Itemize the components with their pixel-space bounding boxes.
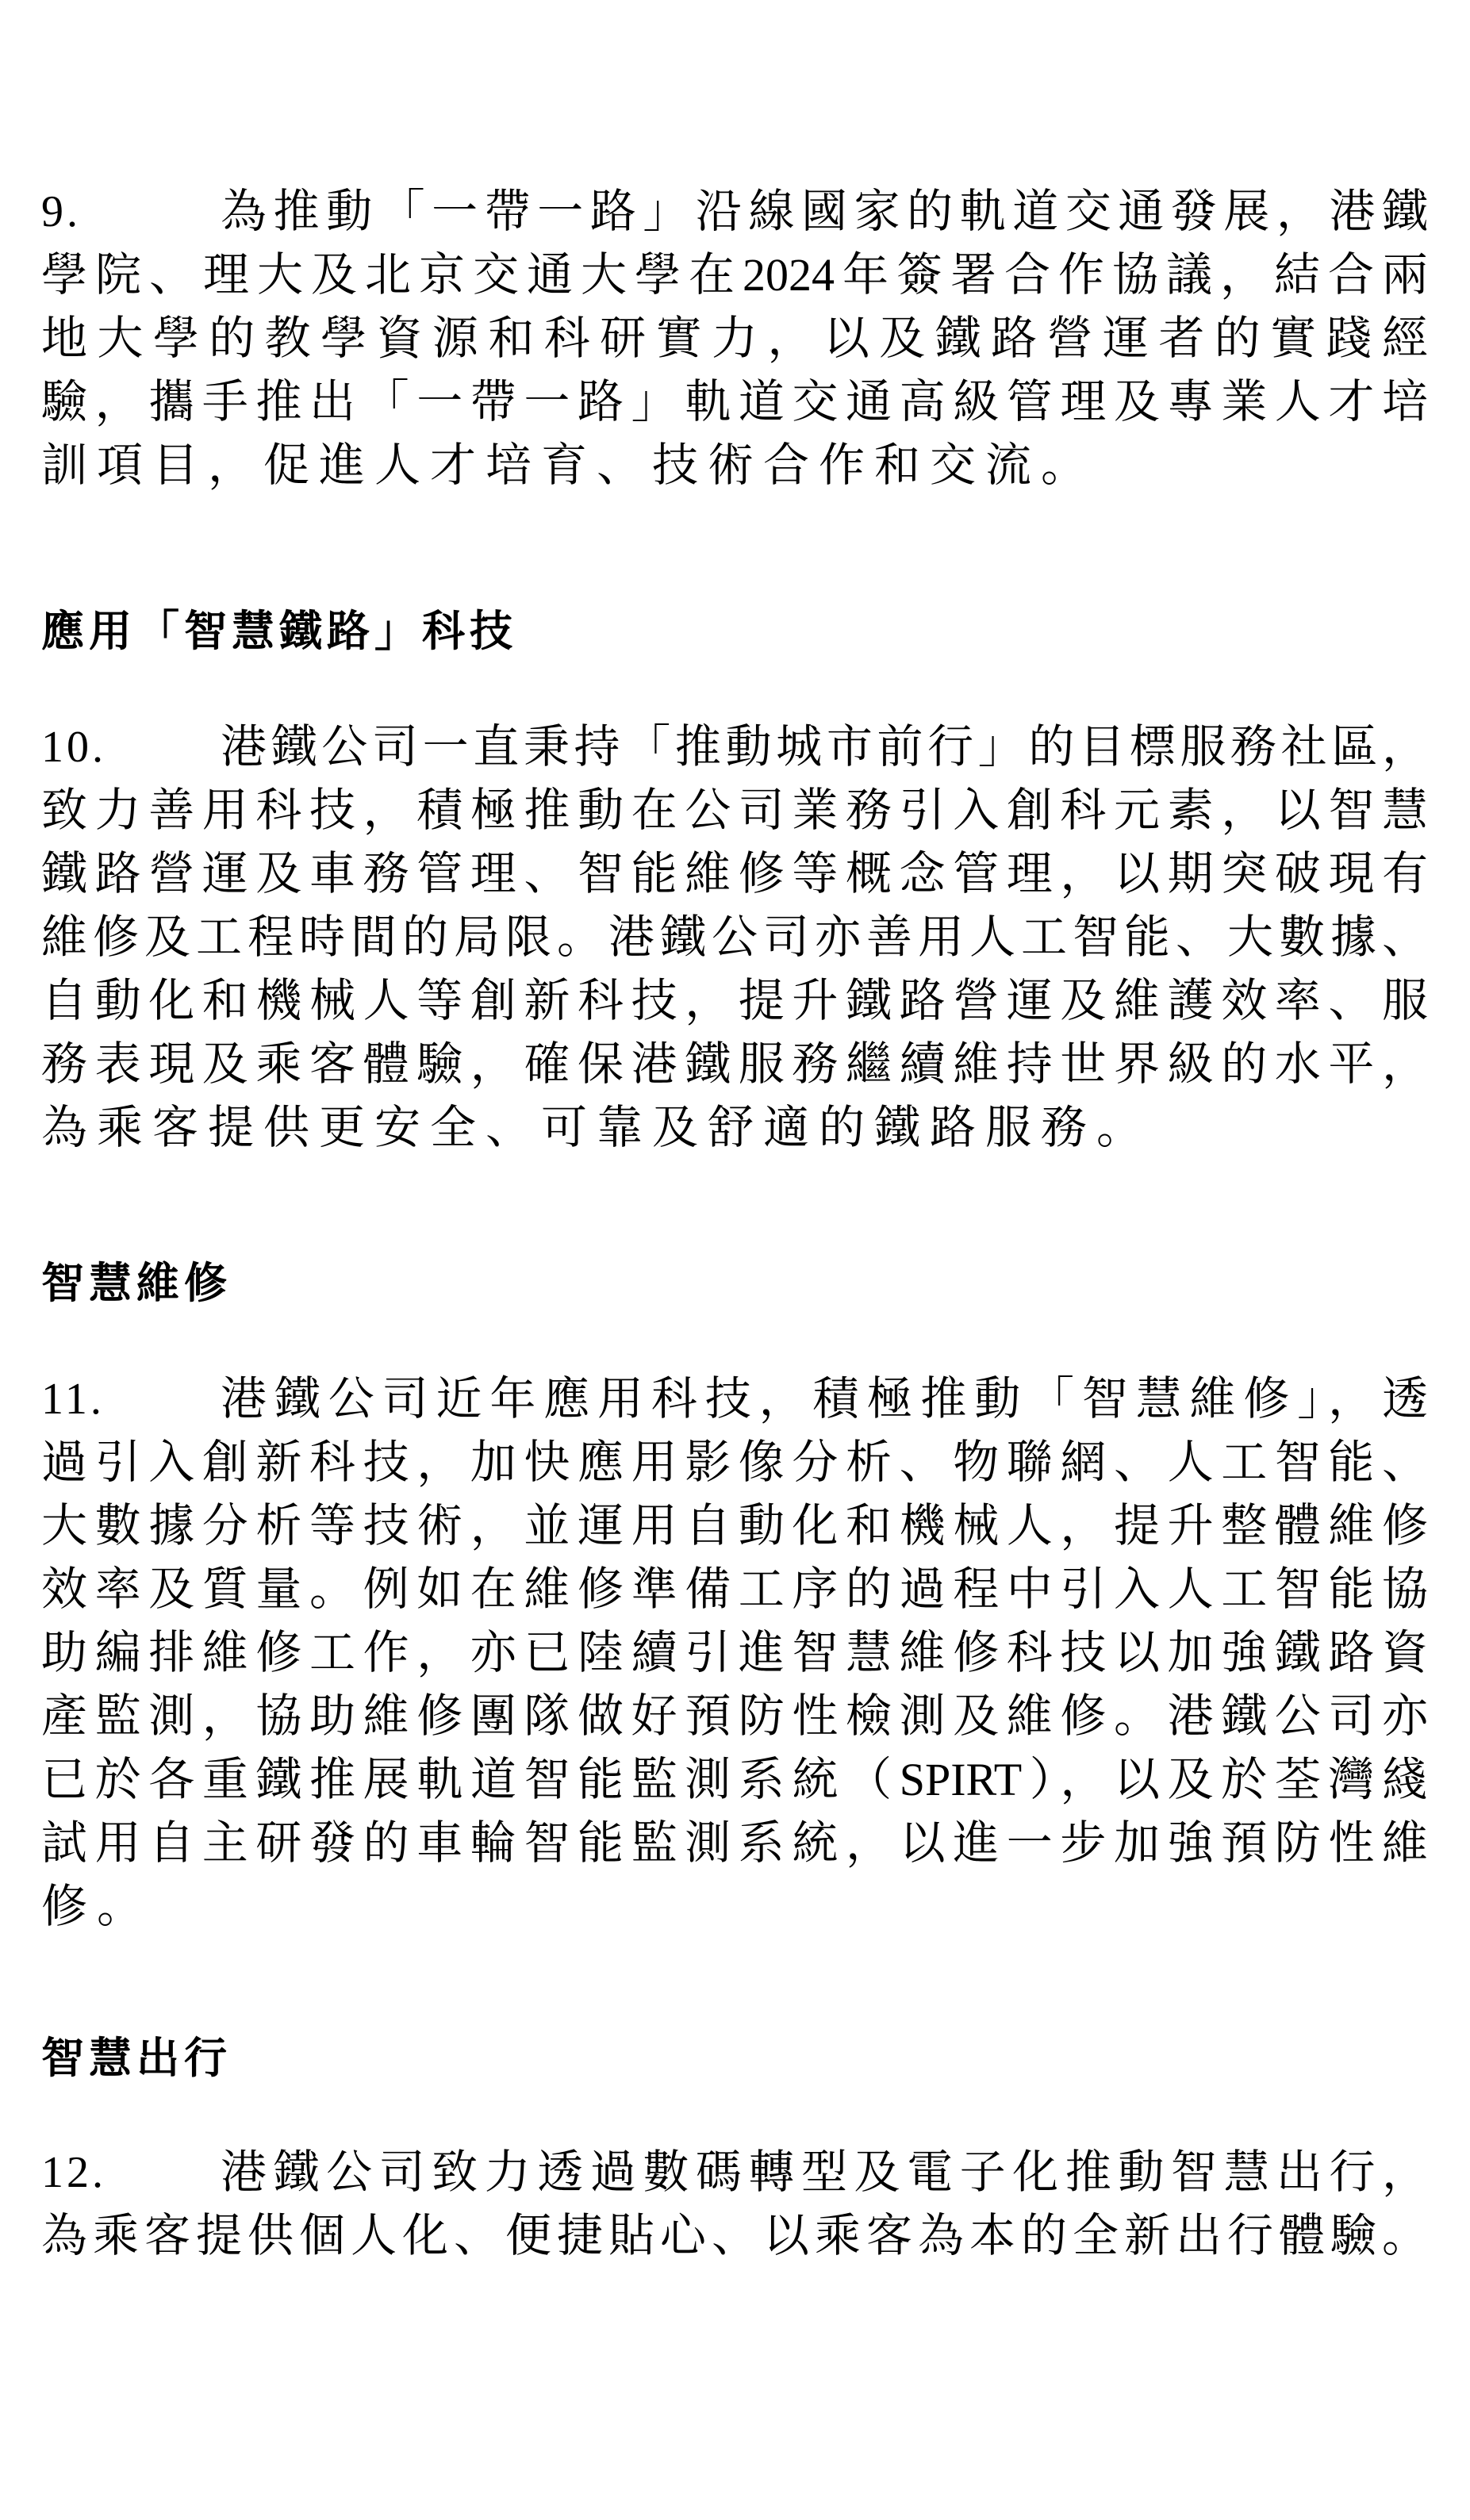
paragraph-line: 港鐵公司一直秉持「推動城市前行」的目標服務社區， bbox=[221, 721, 1428, 773]
paragraph-line: 自動化和機械人等創新科技，提升鐵路營運及維護效率、服 bbox=[41, 975, 1428, 1026]
paragraph-line: 修。 bbox=[41, 1881, 153, 1932]
section-heading: 應用「智慧鐵路」科技 bbox=[41, 606, 517, 656]
paragraph-line: 為乘客提供更安全、可靠及舒適的鐵路服務。 bbox=[41, 1102, 1153, 1153]
paragraph-line: 效率及質量。例如在維修準備工序的過程中引入人工智能協 bbox=[41, 1563, 1428, 1615]
paragraph-number: 9. bbox=[41, 187, 81, 236]
paragraph-line: 地大學的教學資源和科研實力，以及鐵路營運者的實踐經 bbox=[41, 313, 1428, 364]
paragraph-line: 產監測，協助維修團隊做好預防性檢測及維修。港鐵公司亦 bbox=[41, 1690, 1428, 1742]
numbered-paragraph bbox=[41, 180, 1428, 497]
paragraph-line: 為乘客提供個人化、便捷貼心、以乘客為本的全新出行體驗。 bbox=[41, 2210, 1428, 2261]
paragraph-line: 訓項目，促進人才培育、技術合作和交流。 bbox=[41, 439, 1097, 491]
paragraph-line: 務表現及乘客體驗，確保港鐵服務繼續維持世界級的水平， bbox=[41, 1038, 1428, 1090]
paragraph-line: 學院、理大及北京交通大學在2024年簽署合作協議，結合兩 bbox=[41, 249, 1428, 301]
paragraph-line: 大數據分析等技術，並運用自動化和機械人，提升整體維修 bbox=[41, 1500, 1428, 1552]
paragraph-line: 過引入創新科技，加快應用影像分析、物聯網、人工智能、 bbox=[41, 1436, 1428, 1488]
paragraph-line: 為推動「一帶一路」沿線國家的軌道交通發展，港鐵 bbox=[221, 186, 1428, 237]
paragraph-line: 港鐵公司致力透過數碼轉型及電子化推動智慧出行， bbox=[221, 2146, 1428, 2198]
numbered-paragraph bbox=[41, 1367, 1428, 1939]
paragraph-line: 鐵路營運及車務管理、智能維修等概念管理，以期突破現有 bbox=[41, 848, 1428, 899]
paragraph-number: 10. bbox=[41, 723, 106, 772]
paragraph-line: 已於各重鐵推展軌道智能監測系統（SPIRT），以及於荃灣綫 bbox=[41, 1754, 1428, 1805]
paragraph-line: 港鐵公司近年應用科技，積極推動「智慧維修」，透 bbox=[221, 1373, 1428, 1425]
section-heading: 智慧維修 bbox=[41, 1258, 232, 1308]
paragraph-line: 驗，攜手推出「一帶一路」軌道交通高級管理及專業人才培 bbox=[41, 376, 1428, 428]
paragraph-line: 助編排維修工作，亦已陸續引進智慧維修科技以加強鐵路資 bbox=[41, 1627, 1428, 1678]
paragraph-line: 維修及工程時間的局限。港鐵公司亦善用人工智能、大數據、 bbox=[41, 911, 1428, 963]
paragraph-number: 12. bbox=[41, 2148, 106, 2197]
paragraph-line: 試用自主研發的車輪智能監測系統，以進一步加強預防性維 bbox=[41, 1817, 1428, 1869]
numbered-paragraph bbox=[41, 715, 1428, 1160]
section-heading: 智慧出行 bbox=[41, 2033, 232, 2083]
paragraph-line: 致力善用科技，積極推動在公司業務引入創科元素，以智慧 bbox=[41, 784, 1428, 836]
numbered-paragraph bbox=[41, 2141, 1428, 2268]
paragraph-number: 11. bbox=[41, 1375, 105, 1424]
